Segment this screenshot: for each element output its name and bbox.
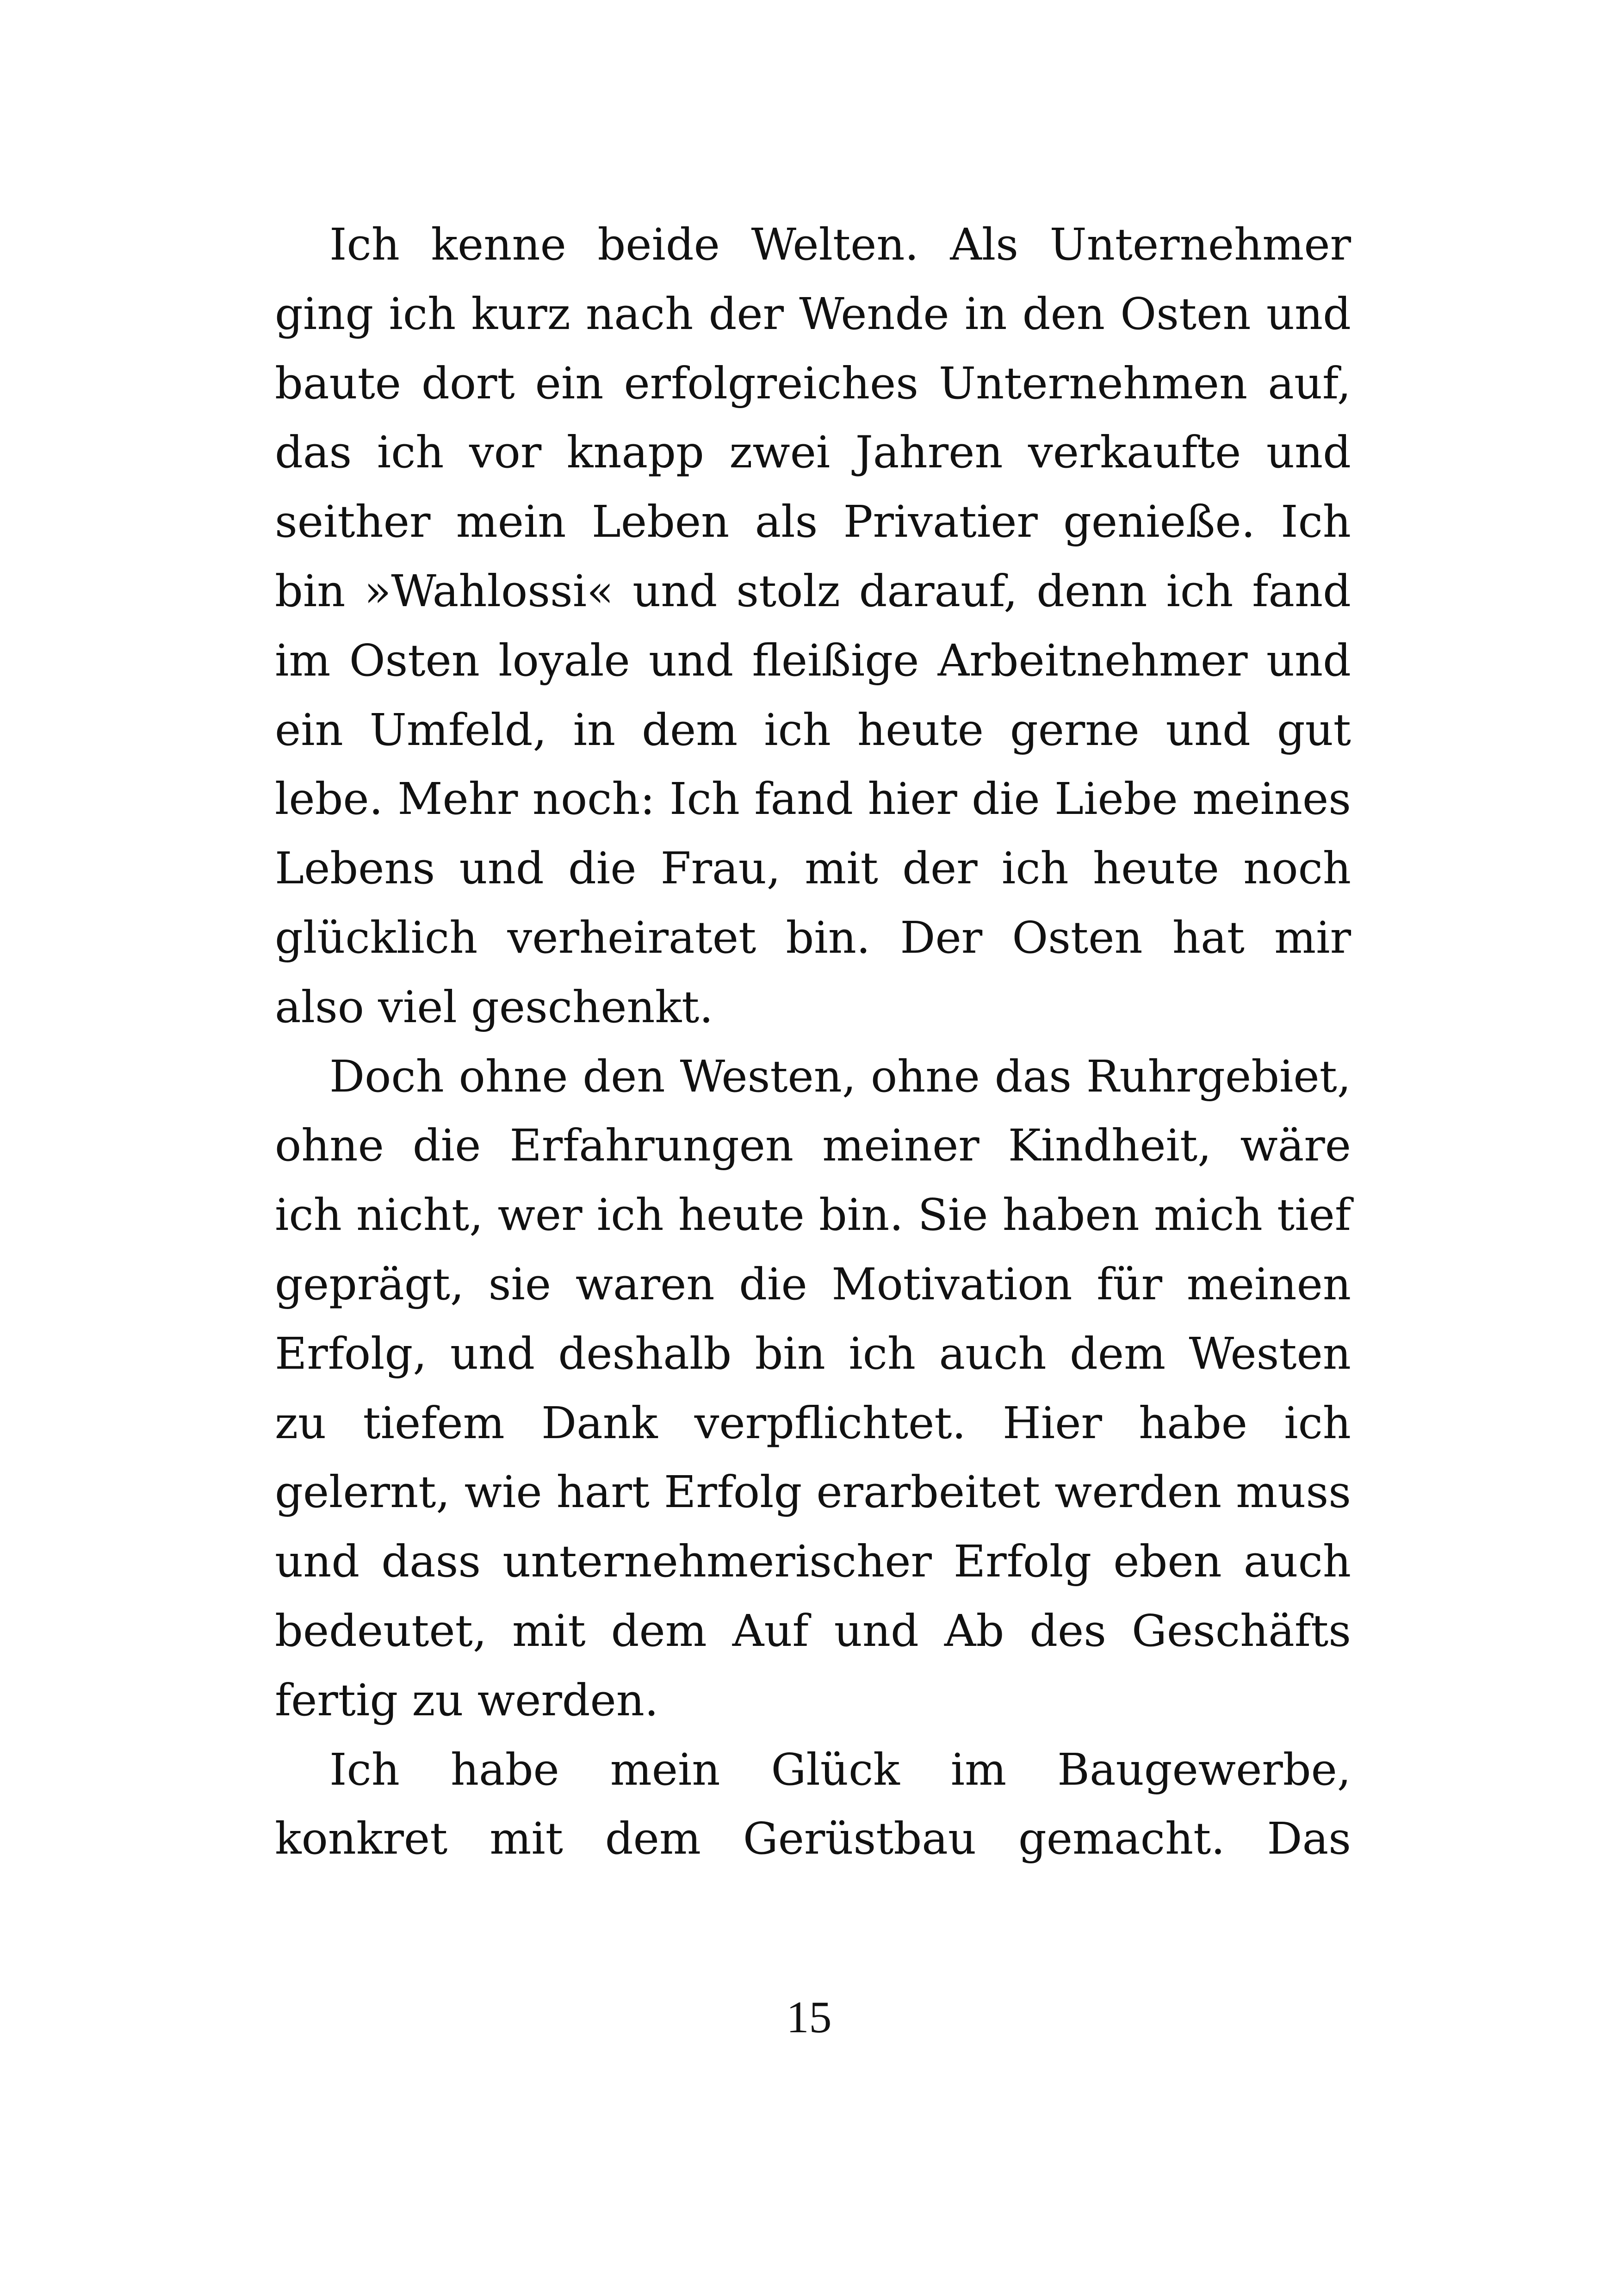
paragraph: Ich kenne beide Welten. Als Unternehmer ging ich kurz nach der Wende in den Osten und baute dort ein erfolgreiches Unternehmen auf, das ich vor knapp zwei Jahren verkaufte und seither mein Leben als Privatier genieße. Ich bin »Wahlossi« und stolz darauf, denn ich fand im Osten loyale und fleißige Arbeitnehmer und ein Umfeld, in dem ich heute gerne und gut lebe. Mehr noch: Ich fand hier die Liebe meines Lebens und die Frau, mit der ich heute noch glücklich verheiratet bin. Der Osten hat mir also viel geschenkt. [275, 219, 1351, 1033]
paragraph: Ich habe mein Glück im Baugewerbe, konkret mit dem Gerüstbau gemacht. Das [275, 1744, 1351, 1865]
page-number: 15 [786, 1992, 832, 2042]
paragraph: Doch ohne den Westen, ohne das Ruhrgebiet, ohne die Erfahrungen meiner Kindheit, wäre ich nicht, wer ich heute bin. Sie haben mich tief geprägt, sie waren die Motivation für meinen Erfolg, und deshalb bin ich auch dem Westen zu tiefem Dank verpflichtet. Hier habe ich gelernt, wie hart Erfolg erarbeitet werden muss und dass unternehmerischer Erfolg eben auch bedeutet, mit dem Auf und Ab des Geschäfts fertig zu werden. [275, 1051, 1351, 1726]
body-text [275, 211, 1351, 1874]
